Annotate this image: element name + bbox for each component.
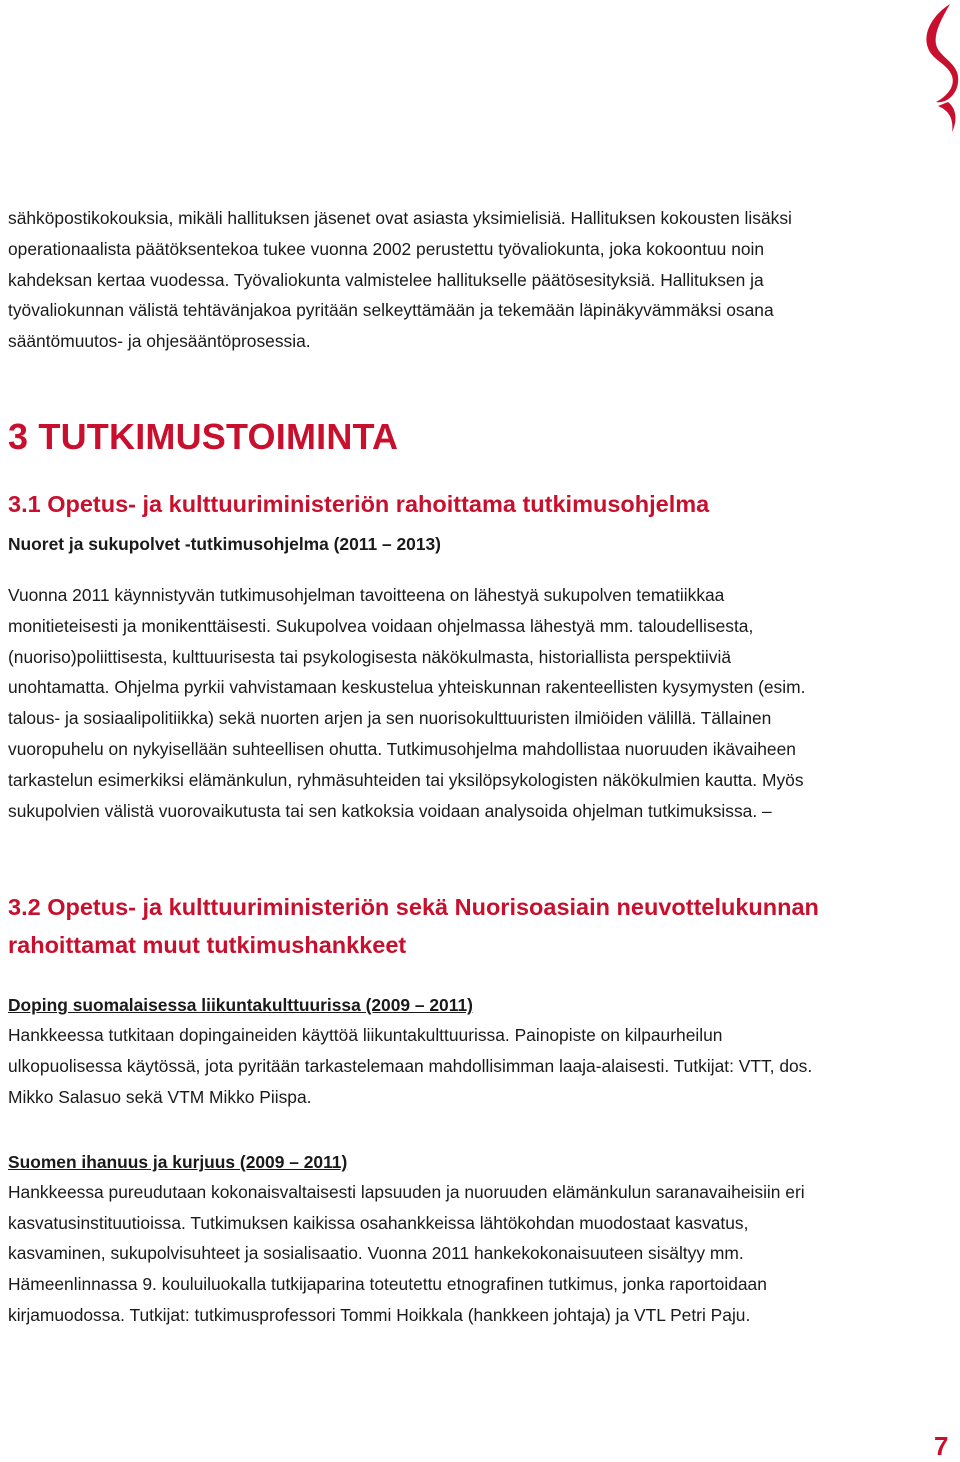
project-title: Doping suomalaisessa liikuntakulttuurissa (2009 – 2011)	[8, 995, 473, 1016]
text-line: sääntömuutos- ja ohjesääntöprosessia.	[8, 331, 311, 352]
section-3-1-subheading: Nuoret ja sukupolvet -tutkimusohjelma (2011 – 2013)	[8, 533, 441, 554]
text-line: kasvaminen, sukupolvisuhteet ja sosialisaatio. Vuonna 2011 hankekokonaisuuteen sisältyy mm.	[8, 1243, 744, 1264]
text-line: Hankkeessa tutkitaan dopingaineiden käyttöä liikuntakulttuurissa. Painopiste on kilpaurheilun	[8, 1025, 723, 1046]
text-line: sähköpostikokouksia, mikäli hallituksen jäsenet ovat asiasta yksimielisiä. Hallituksen kokousten lisäksi	[8, 208, 792, 228]
intro-paragraph	[8, 203, 943, 357]
section-3-1-paragraph	[8, 580, 943, 826]
heading-line: 3.2 Opetus- ja kulttuuriministeriön sekä Nuorisoasiain neuvottelukunnan	[8, 894, 819, 921]
page-number: 7	[934, 1431, 949, 1461]
text-line: talous- ja sosiaalipolitiikka) sekä nuorten arjen ja sen nuorisokulttuuristen ilmiöiden välillä. Tällainen	[8, 708, 772, 729]
heading-line: rahoittamat muut tutkimushankkeet	[8, 932, 407, 959]
section-3-heading: 3 TUTKIMUSTOIMINTA	[8, 415, 399, 457]
document-body	[8, 203, 943, 1331]
text-line: tarkastelun esimerkiksi elämänkulun, ryhmäsuhteiden tai yksilöpsykologisten näkökulmien kautta. Myös	[8, 769, 804, 790]
section-3-2-heading	[8, 888, 943, 964]
section-3-1-heading: 3.1 Opetus- ja kulttuuriministeriön rahoittama tutkimusohjelma	[8, 490, 710, 517]
project-suomen-ihanuus	[8, 1147, 943, 1331]
text-line: ulkopuolisessa käytössä, jota pyritään tarkastelemaan mahdollisimman laaja-alaisesti. Tutkijat: VTT, dos.	[8, 1056, 813, 1077]
text-line: Hankkeessa pureudutaan kokonaisvaltaisesti lapsuuden ja nuoruuden elämänkulun saranavaiheisiin eri	[8, 1181, 805, 1202]
project-title: Suomen ihanuus ja kurjuus (2009 – 2011)	[8, 1151, 348, 1172]
project-doping	[8, 990, 943, 1112]
text-line: Hämeenlinnassa 9. kouluiluokalla tutkijaparina toteutettu etnografinen tutkimus, jonka raportoidaan	[8, 1274, 767, 1295]
text-line: kasvatusinstituutioissa. Tutkimuksen kaikissa osahankkeissa lähtökohdan muodostaat kasvatus,	[8, 1212, 749, 1233]
text-line: Vuonna 2011 käynnistyvän tutkimusohjelman tavoitteena on lähestyä sukupolven tematiikkaa	[8, 584, 725, 605]
text-line: sukupolvien välistä vuorovaikutusta tai sen katkoksia voidaan analysoida ohjelman tutkimuksissa. –	[8, 800, 772, 821]
red-s-swirl-logo-icon	[914, 2, 960, 134]
text-line: unohtamatta. Ohjelma pyrkii vahvistamaan keskustelua yhteiskunnan rakenteellisten kysymysten (esim.	[8, 677, 806, 698]
text-line: työvaliokunnan välistä tehtävänjakoa pyritään selkeyttämään ja tekemään läpinäkyvämmäksi osana	[8, 300, 774, 321]
text-line: monitieteisesti ja monikenttäisesti. Sukupolvea voidaan ohjelmassa lähestyä mm. taloudellisesta,	[8, 615, 754, 636]
text-line: (nuoriso)poliittisesta, kulttuurisesta tai psykologisesta näkökulmasta, historiallista perspektiiviä	[8, 646, 732, 667]
text-line: Mikko Salasuo sekä VTM Mikko Piispa.	[8, 1086, 312, 1107]
text-line: kahdeksan kertaa vuodessa. Työvaliokunta valmistelee hallitukselle päätösesityksiä. Hallituksen ja	[8, 269, 764, 290]
text-line: operationaalista päätöksentekoa tukee vuonna 2002 perustettu työvaliokunta, joka kokoontuu noin	[8, 238, 765, 259]
text-line: kirjamuodossa. Tutkijat: tutkimusprofessori Tommi Hoikkala (hankkeen johtaja) ja VTL Petri Paju.	[8, 1304, 751, 1325]
text-line: vuoropuhelu on nykyisellään suhteellisen ohutta. Tutkimusohjelma mahdollistaa nuoruuden ikävaiheen	[8, 738, 796, 759]
